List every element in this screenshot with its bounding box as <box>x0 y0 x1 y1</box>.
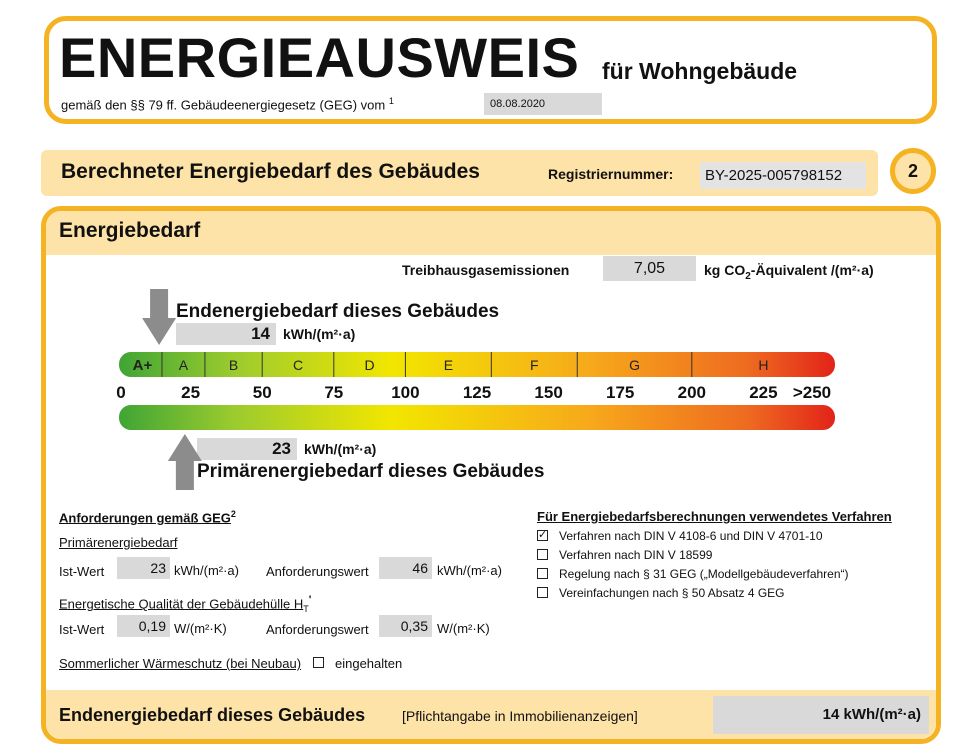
tick-label: 175 <box>606 383 635 402</box>
tick-label: 25 <box>181 383 201 402</box>
ist-unit: kWh/(m²·a) <box>174 563 239 578</box>
end-energy-value-field: 14 <box>176 323 276 345</box>
ghg-unit-sub: 2 <box>745 270 751 282</box>
procedure-checkbox[interactable] <box>537 568 548 579</box>
energy-heading: Energiebedarf <box>59 219 201 242</box>
requirements-heading <box>59 509 236 525</box>
law-reference <box>61 96 394 112</box>
class-label: C <box>292 357 304 373</box>
envelope-heading-sub: T <box>303 603 309 614</box>
ist-label: Ist-Wert <box>59 564 105 579</box>
ghg-label: Treibhausgasemissionen <box>402 262 570 278</box>
class-label: E <box>443 357 454 373</box>
anf2-unit: W/(m²·K) <box>437 621 490 636</box>
ghg-unit-prefix: kg CO <box>704 262 746 278</box>
envelope-heading-mark: ' <box>308 594 312 606</box>
anf-label: Anforderungswert <box>266 564 369 579</box>
tick-label: 0 <box>116 383 126 402</box>
anf2-label: Anforderungswert <box>266 622 369 637</box>
summer-protection-suffix: eingehalten <box>335 656 403 671</box>
tick-label: 125 <box>462 383 492 402</box>
procedure-label: Vereinfachungen nach § 50 Absatz 4 GEG <box>559 586 785 600</box>
ist-value-field: 23 <box>117 557 170 579</box>
procedure-label: Verfahren nach DIN V 4108-6 und DIN V 4701-10 <box>559 529 823 543</box>
class-label: F <box>529 357 539 373</box>
end-energy-label: Endenergiebedarf dieses Gebäudes <box>176 301 500 322</box>
anf-value-field: 46 <box>379 557 432 579</box>
energy-scale <box>0 280 960 500</box>
end-energy-unit: kWh/(m²·a) <box>283 326 356 342</box>
envelope-heading <box>59 594 311 614</box>
section-title: Berechneter Energiebedarf des Gebäudes <box>61 160 480 183</box>
procedure-checkbox[interactable] <box>537 549 548 560</box>
ist2-label: Ist-Wert <box>59 622 105 637</box>
registration-label: Registriernummer: <box>548 166 674 182</box>
tick-label: 225 <box>749 383 778 402</box>
requirements-heading-sup: 2 <box>230 509 236 519</box>
value-band <box>119 405 835 430</box>
class-label: A <box>178 357 189 373</box>
tick-label: 200 <box>677 383 706 402</box>
document-title: ENERGIEAUSWEIS <box>59 26 580 89</box>
class-label: G <box>629 357 640 373</box>
class-label: A+ <box>132 357 153 374</box>
class-band <box>119 352 835 377</box>
envelope-heading-text: Energetische Qualität der Gebäudehülle H <box>59 596 304 612</box>
tick-label: >250 <box>792 383 832 402</box>
tick-label: 50 <box>252 383 272 402</box>
ghg-unit-suffix: -Äquivalent /(m²·a) <box>750 262 874 278</box>
primary-energy-unit: kWh/(m²·a) <box>304 441 377 457</box>
ist2-unit: W/(m²·K) <box>174 621 227 636</box>
page-number-badge: 2 <box>890 148 936 194</box>
summer-protection-checkbox[interactable] <box>313 657 324 668</box>
registration-number-field: BY-2025-005798152 <box>700 162 866 189</box>
law-footnote: 1 <box>388 96 394 106</box>
ghg-unit <box>704 262 874 282</box>
requirements-heading-text: Anforderungen gemäß GEG <box>59 510 231 526</box>
tick-label: 150 <box>534 383 563 402</box>
primary-energy-label: Primärenergiebedarf dieses Gebäudes <box>197 461 545 482</box>
tick-label: 100 <box>391 383 420 402</box>
anf2-value-field: 0,35 <box>379 615 432 637</box>
class-label: B <box>228 357 239 373</box>
procedures-heading: Für Energiebedarfsberechnungen verwendetes Verfahren <box>537 509 892 524</box>
class-label: D <box>364 357 375 373</box>
footer-label: Endenergiebedarf dieses Gebäudes <box>59 705 366 725</box>
primary-energy-arrow <box>168 434 202 490</box>
class-label: H <box>758 357 769 373</box>
tick-labels <box>116 383 831 402</box>
document-subtitle: für Wohngebäude <box>602 58 798 84</box>
tick-label: 75 <box>324 383 344 402</box>
primary-requirements-heading: Primärenergiebedarf <box>59 535 178 550</box>
issue-date-field: 08.08.2020 <box>484 93 602 115</box>
end-energy-arrow <box>142 289 176 345</box>
ghg-value-field: 7,05 <box>603 256 696 281</box>
procedure-checkbox[interactable]: ✓ <box>538 529 548 541</box>
summer-protection-label: Sommerlicher Wärmeschutz (bei Neubau) <box>59 656 302 671</box>
anf-unit: kWh/(m²·a) <box>437 563 502 578</box>
procedure-label: Verfahren nach DIN V 18599 <box>559 548 713 562</box>
primary-energy-value-field: 23 <box>197 438 297 460</box>
procedure-checkbox[interactable] <box>537 587 548 598</box>
footer-note: [Pflichtangabe in Immobilienanzeigen] <box>402 708 638 724</box>
law-text: gemäß den §§ 79 ff. Gebäudeenergiegesetz (GEG) vom <box>61 97 386 113</box>
footer-value-field: 14 kWh/(m²·a) <box>713 696 929 734</box>
ist2-value-field: 0,19 <box>117 615 170 637</box>
procedure-label: Regelung nach § 31 GEG („Modellgebäudeverfahren“) <box>559 567 849 581</box>
